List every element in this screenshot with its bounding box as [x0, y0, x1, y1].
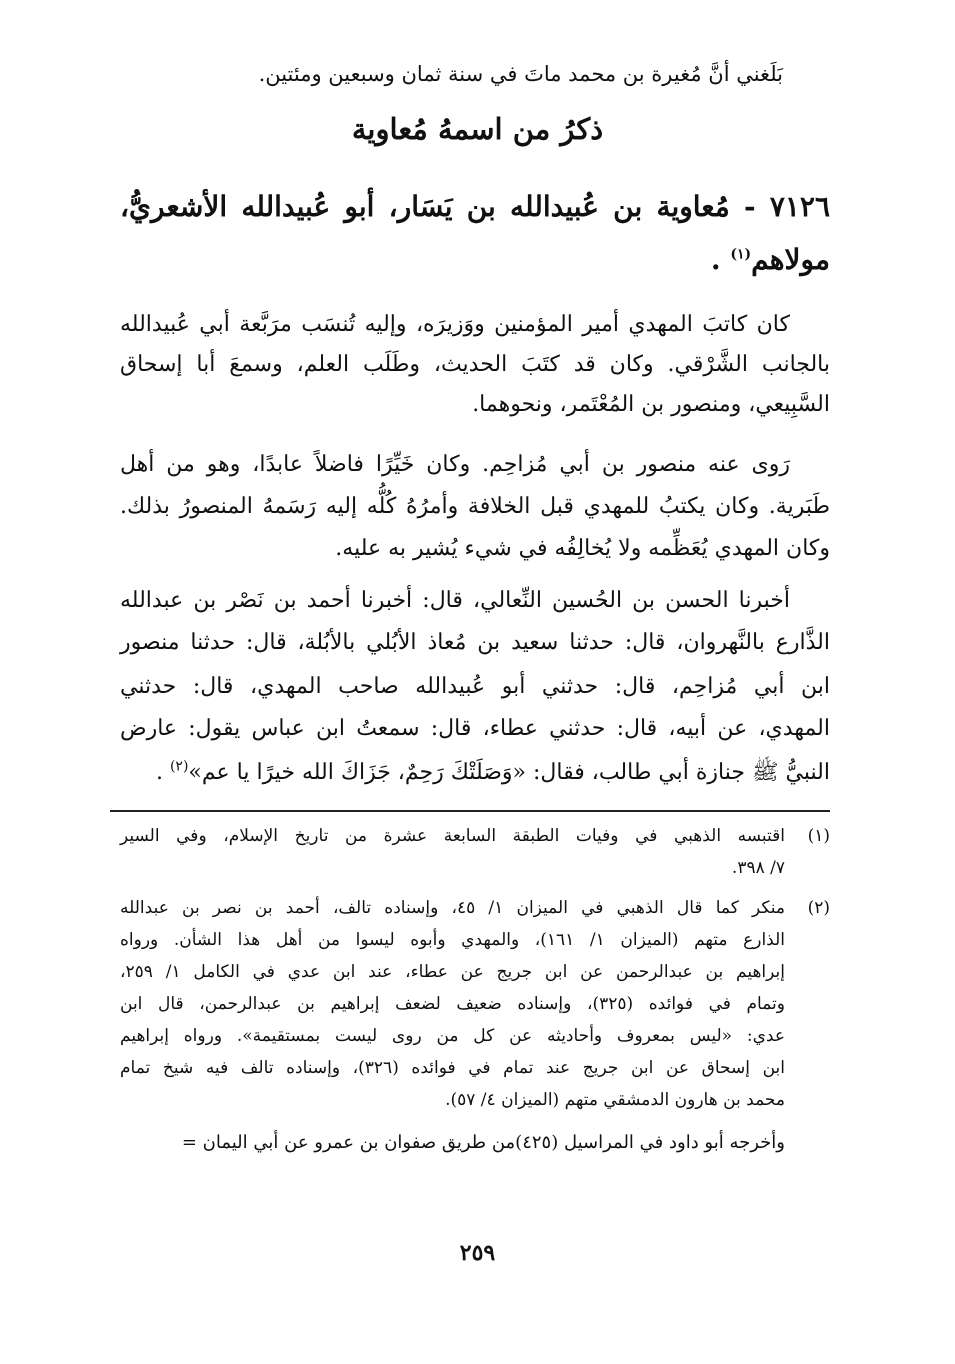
paragraph-1-line-2: بالجانب الشَّرْقي. وكان قد كتَبَ الحديث، وطَلَب العلم، وسمعَ أبا إسحاق	[120, 352, 830, 377]
entry-title-text: مولاهم	[751, 243, 830, 276]
paragraph-3-line-4: المهدي، عن أبيه، قال: حدثني عطاء، قال: سمعتُ ابن عباس يقول: عارض	[120, 716, 830, 741]
entry-title-line-1: ٧١٢٦ - مُعاوية بن عُبيدالله بن يَسَار، أبو عُبيدالله الأشعريُّ،	[120, 190, 830, 223]
footnote-2-line-2: الذارع متهم (الميزان ١/ ١٦١)، والمهدي وأبوه ليسوا من أهل هذا الشأن. ورواه	[120, 930, 785, 950]
footnote-1-line-1: اقتبسه الذهبي في وفيات الطبقة السابعة عشرة من تاريخ الإسلام، وفي السير	[120, 826, 785, 846]
footnote-ref-1: (١)	[730, 246, 752, 263]
footnote-1-number: (١)	[807, 826, 830, 846]
footnote-ref-2: (٢)	[169, 758, 189, 775]
entry-title-line-2	[711, 243, 830, 276]
paragraph-2-line-3: وكان المهدي يُعَظِّمه ولا يُخالِفُه في شيء يُشير به عليه.	[335, 536, 830, 561]
paragraph-3-line-2: الذَّارع بالنَّهروان، قال: حدثنا سعيد بن مُعاذ الأبُلي بالأبُلة، قال: حدثنا منصور	[120, 630, 830, 655]
section-heading: ذكرُ من اسمهُ مُعاوية	[351, 112, 604, 146]
footnote-2-line-5: عدي: «ليس بمعروف وأحاديثه عن كل من روى ليست بمستقيمة». ورواه إبراهيم	[120, 1026, 785, 1046]
footnote-2-line-7: محمد بن هارون الدمشقي متهم (الميزان ٤/ ٥٧).	[445, 1090, 785, 1110]
footnote-2-line-1: منكر كما قال الذهبي في الميزان ١/ ٤٥، وإسناده تالف، أحمد بن نصر بن عبدالله	[120, 898, 785, 918]
footnote-2-line-4: وتمام في فوائده (٣٢٥)، وإسناده ضعيف لضعف إبراهيم بن عبدالرحمن، قال ابن	[120, 994, 785, 1014]
paragraph-1-line-3: السَّبِيعي، ومنصور بن المُعْتَمر، ونحوهما.	[472, 392, 830, 417]
paragraph-3-line-1: أخبرنا الحسن بن الحُسين النِّعالي، قال: أخبرنا أحمد بن نَصْر بن عبدالله	[120, 588, 790, 613]
paragraph-2-line-2: طَبَرية. وكان يكتبُ للمهدي قبل الخلافة وأمرُهُ كُلُّه إليه رَسَمهُ المنصورُ بذلك.	[120, 494, 830, 519]
entry-title-period: .	[710, 243, 721, 276]
paragraph-3-line-5	[156, 758, 830, 790]
footnote-2-line-6: ابن إسحاق عن ابن جريج عند تمام في فوائده (٣٢٦)، وإسناده تالف فيه شيخ تمام	[120, 1058, 785, 1078]
page-number: ٢٥٩	[459, 1240, 496, 1266]
footnote-2-number: (٢)	[807, 898, 830, 918]
footnote-2-line-3: إبراهيم بن عبدالرحمن عن ابن جريج عن عطاء، عند ابن عدي في الكامل ١/ ٢٥٩،	[120, 962, 785, 982]
paragraph-3-line-3: ابن أبي مُزاحِم، قال: حدثني أبو عُبيدالله صاحب المهدي، قال: حدثني	[120, 674, 830, 699]
intro-line: بَلَغني أنَّ مُغيرة بن محمد ماتَ في سنة ثمان وسبعين ومئتين.	[258, 62, 783, 86]
paragraph-3-line-5-text: النبيُّ ﷺ جنازة أبي طالب، فقال: «وَصَلَتْكَ رَحِمٌ، جَزَاكَ الله خيرًا يا عم»	[188, 760, 830, 785]
paragraph-1-line-1: كان كاتبَ المهدي أمير المؤمنين ووَزيرَه، وإليه تُنسَب مرَبَّعة أبي عُبيدالله	[120, 312, 790, 337]
footnote-continuation: وأخرجه أبو داود في المراسيل (٤٢٥)من طريق صفوان بن عمرو عن أبي اليمان =	[181, 1132, 785, 1153]
paragraph-3-period: .	[155, 760, 163, 785]
footnote-divider	[110, 810, 830, 812]
footnote-1-line-2: ٧/ ٣٩٨.	[731, 858, 785, 878]
paragraph-2-line-1: رَوى عنه منصور بن أبي مُزاحِم. وكان خَيِّرًا فاضلاً عابدًا، وهو من أهل	[120, 452, 790, 477]
